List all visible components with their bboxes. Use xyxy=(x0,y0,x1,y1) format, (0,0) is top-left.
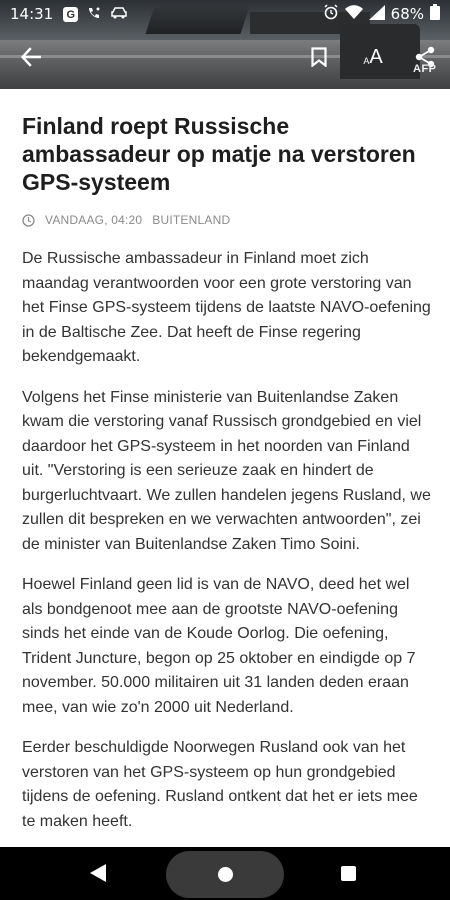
app-toolbar xyxy=(0,34,450,78)
arrow-left-icon xyxy=(21,47,41,67)
font-size-small-label: A xyxy=(363,56,370,66)
article-date: VANDAAG, 04:20 xyxy=(45,213,143,227)
article-paragraph: Hoewel Finland geen lid is van de NAVO, deed het wel als bondgenoot mee aan de grootste NAVO-oefening sinds het einde van de Koude Oorlog. Die oefening, Trident Juncture, begon op 25 oktober en eindigde op 7 november. 50.000 militairen uit 31 landen deden eraan mee, van wie zo'n 2000 uit Nederland. xyxy=(22,576,416,716)
font-size-button[interactable] xyxy=(356,40,390,74)
alarm-icon xyxy=(323,4,339,24)
font-size-large-label: A xyxy=(369,45,383,68)
status-time: 14:31 xyxy=(10,5,54,23)
article xyxy=(22,100,432,850)
article-headline: Finland roept Russische ambassadeur op matje na verstoren GPS-systeem xyxy=(22,113,416,195)
g-badge-icon: G xyxy=(63,6,78,23)
photo-credit: AFP xyxy=(413,63,437,75)
article-body xyxy=(22,247,432,834)
back-button[interactable] xyxy=(14,40,48,74)
article-paragraph: Volgens het Finse ministerie van Buitenlandse Zaken kwam die verstoring vanaf Russisch grondgebied en viel daardoor het GPS-systeem in het noorden van Finland uit. "Verstoring is een serieuze zaak en hindert de burgerluchtvaart. We zullen handelen jegens Rusland, we zullen dit bespreken en we verwachten antwoorden", zei de minister van Buitenlandse Zaken Timo Soini. xyxy=(22,388,431,553)
article-paragraph: Eerder beschuldigde Noorwegen Rusland ook van het verstoren van het GPS-systeem op hun grondgebied tijdens de oefening. Rusland ontkent dat het er iets mee te maken heeft. xyxy=(22,739,418,830)
status-bar xyxy=(0,0,450,28)
wifi-call-icon xyxy=(86,6,102,23)
article-paragraph: De Russische ambassadeur in Finland moet zich maandag verantwoorden voor een grote verstoring van het Finse GPS-systeem tijdens de laatste NAVO-oefening in de Baltische Zee. Dat heeft de Finse regering bekendgemaakt. xyxy=(22,250,431,365)
battery-percent: 68% xyxy=(390,5,424,23)
article-category[interactable]: BUITENLAND xyxy=(152,213,231,227)
battery-icon xyxy=(430,4,440,24)
home-button[interactable] xyxy=(166,851,284,898)
bookmark-button[interactable] xyxy=(302,40,336,74)
square-recents-icon[interactable] xyxy=(341,866,356,881)
signal-icon xyxy=(369,5,385,24)
wifi-icon xyxy=(345,5,363,24)
triangle-back-icon[interactable] xyxy=(88,863,108,883)
car-icon xyxy=(110,6,128,22)
system-nav-bar xyxy=(0,847,450,900)
clock-icon xyxy=(22,214,35,227)
article-meta xyxy=(22,213,432,227)
home-dot-icon xyxy=(218,867,233,882)
bookmark-icon xyxy=(311,47,327,67)
